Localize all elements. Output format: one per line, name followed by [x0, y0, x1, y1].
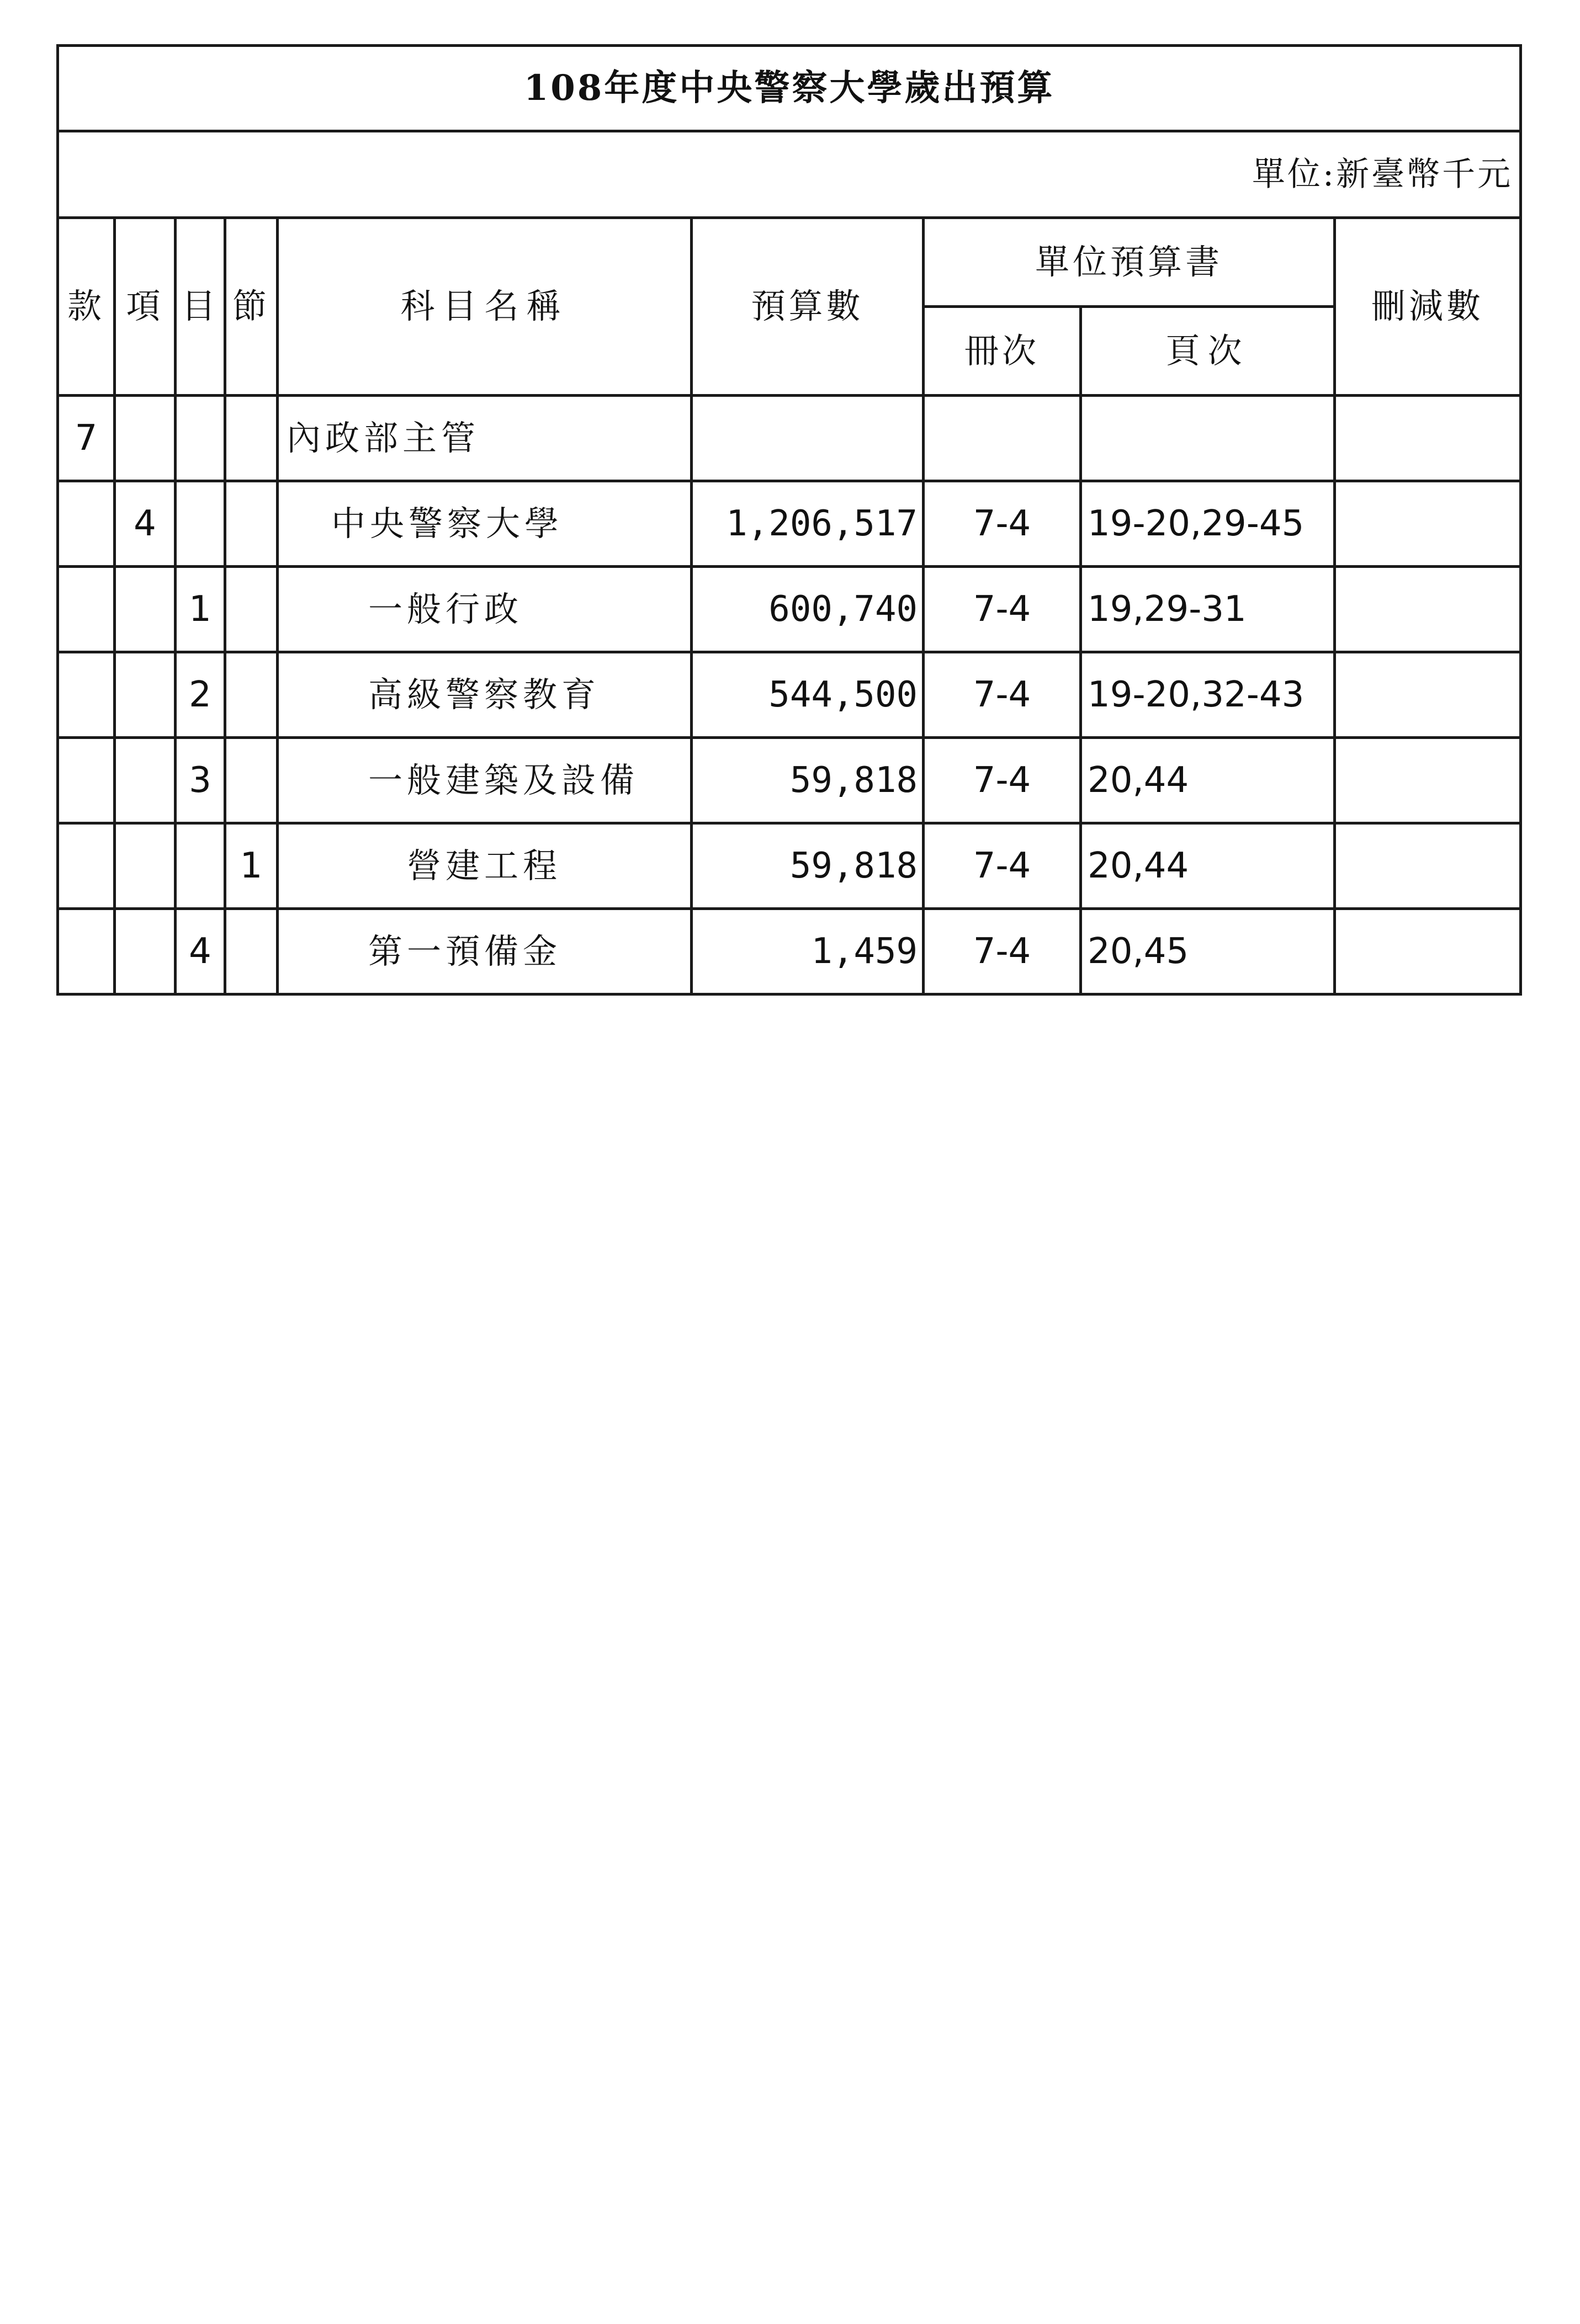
volume-cell: 7-4: [924, 823, 1081, 909]
table-row: [58, 567, 1521, 652]
xiang-cell: 4: [115, 481, 176, 567]
header-mu: 目: [176, 218, 225, 396]
header-reduction: 刪減數: [1335, 218, 1521, 396]
jie-cell: [225, 567, 278, 652]
kuan-cell: [58, 481, 115, 567]
volume-cell: 7-4: [924, 738, 1081, 823]
mu-cell: [176, 396, 225, 481]
subject-name-cell: 高級警察教育: [278, 652, 692, 738]
jie-cell: [225, 909, 278, 995]
subject-name-cell: 內政部主管: [278, 396, 692, 481]
jie-cell: [225, 738, 278, 823]
volume-cell: 7-4: [924, 567, 1081, 652]
mu-cell: 4: [176, 909, 225, 995]
amount-cell: 544,500: [692, 652, 924, 738]
mu-cell: [176, 481, 225, 567]
subject-name-cell: 一般建築及設備: [278, 738, 692, 823]
amount-cell: 59,818: [692, 738, 924, 823]
volume-cell: 7-4: [924, 652, 1081, 738]
reduction-cell: [1335, 823, 1521, 909]
reduction-cell: [1335, 567, 1521, 652]
header-volume: 冊次: [924, 307, 1081, 396]
reduction-cell: [1335, 909, 1521, 995]
header-budget-amount: 預算數: [692, 218, 924, 396]
reduction-cell: [1335, 652, 1521, 738]
budget-document: [56, 44, 1519, 996]
volume-cell: 7-4: [924, 481, 1081, 567]
page-cell: 19,29-31: [1081, 567, 1335, 652]
table-row: [58, 823, 1521, 909]
header-xiang: 項: [115, 218, 176, 396]
mu-cell: 3: [176, 738, 225, 823]
mu-cell: 1: [176, 567, 225, 652]
kuan-cell: [58, 823, 115, 909]
reduction-cell: [1335, 738, 1521, 823]
table-row: [58, 738, 1521, 823]
amount-cell: 1,459: [692, 909, 924, 995]
subject-name-cell: 營建工程: [278, 823, 692, 909]
xiang-cell: [115, 396, 176, 481]
jie-cell: [225, 652, 278, 738]
xiang-cell: [115, 823, 176, 909]
reduction-cell: [1335, 481, 1521, 567]
kuan-cell: [58, 652, 115, 738]
jie-cell: [225, 396, 278, 481]
page-cell: 20,45: [1081, 909, 1335, 995]
jie-cell: [225, 481, 278, 567]
volume-cell: [924, 396, 1081, 481]
reduction-cell: [1335, 396, 1521, 481]
page-cell: 20,44: [1081, 823, 1335, 909]
budget-table: [56, 44, 1522, 996]
subject-name-cell: 中央警察大學: [278, 481, 692, 567]
amount-cell: 1,206,517: [692, 481, 924, 567]
header-kuan: 款: [58, 218, 115, 396]
kuan-cell: [58, 738, 115, 823]
kuan-cell: [58, 567, 115, 652]
amount-cell: [692, 396, 924, 481]
jie-cell: 1: [225, 823, 278, 909]
subject-name-cell: 第一預備金: [278, 909, 692, 995]
document-title: 108年度中央警察大學歲出預算: [58, 46, 1521, 131]
kuan-cell: 7: [58, 396, 115, 481]
xiang-cell: [115, 567, 176, 652]
table-row: [58, 396, 1521, 481]
table-row: [58, 909, 1521, 995]
page-cell: 19-20,32-43: [1081, 652, 1335, 738]
xiang-cell: [115, 652, 176, 738]
header-unit-budget-book: 單位預算書: [924, 218, 1335, 307]
unit-label: 單位:新臺幣千元: [58, 131, 1521, 218]
mu-cell: 2: [176, 652, 225, 738]
page-cell: [1081, 396, 1335, 481]
xiang-cell: [115, 738, 176, 823]
amount-cell: 600,740: [692, 567, 924, 652]
header-subject-name: 科目名稱: [278, 218, 692, 396]
volume-cell: 7-4: [924, 909, 1081, 995]
subject-name-cell: 一般行政: [278, 567, 692, 652]
mu-cell: [176, 823, 225, 909]
header-page: 頁次: [1081, 307, 1335, 396]
kuan-cell: [58, 909, 115, 995]
table-row: [58, 652, 1521, 738]
page-cell: 19-20,29-45: [1081, 481, 1335, 567]
page-cell: 20,44: [1081, 738, 1335, 823]
amount-cell: 59,818: [692, 823, 924, 909]
header-jie: 節: [225, 218, 278, 396]
table-row: [58, 481, 1521, 567]
xiang-cell: [115, 909, 176, 995]
